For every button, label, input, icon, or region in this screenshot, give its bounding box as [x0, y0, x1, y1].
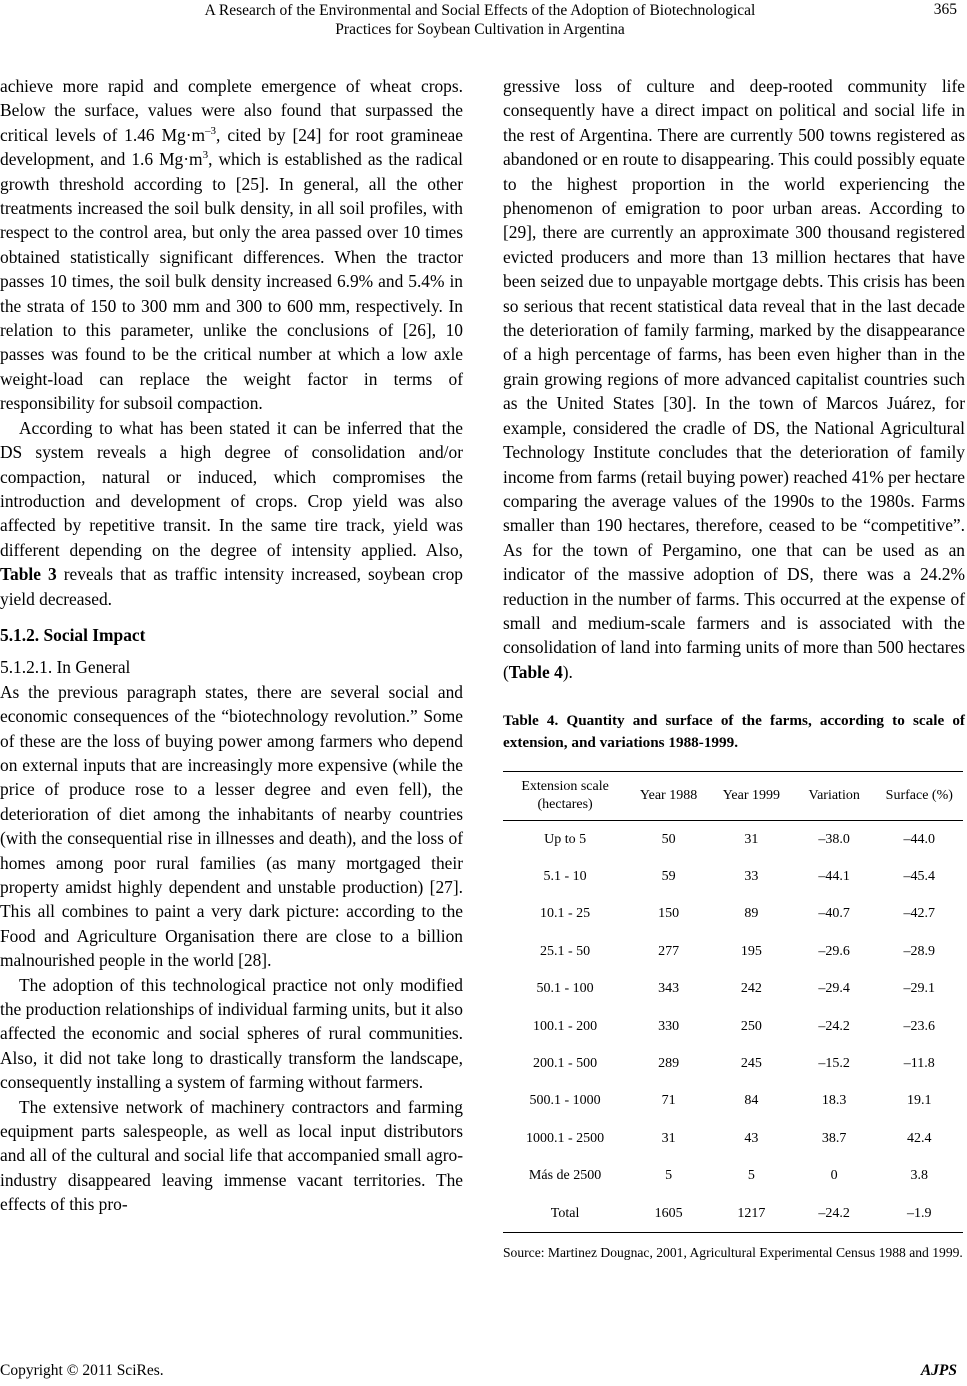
table-cell: 3.8 — [910, 1168, 929, 1184]
table-cell: 19.1 — [907, 1093, 932, 1109]
table-cell: 38.7 — [821, 1130, 847, 1146]
table-cell: 5 — [665, 1168, 673, 1184]
table-cell: –42.7 — [903, 906, 936, 922]
table-cell: 245 — [740, 1055, 762, 1071]
table-cell: 5 — [747, 1168, 755, 1184]
table-cell: –40.7 — [818, 906, 850, 922]
table-cell: 289 — [658, 1055, 680, 1071]
table-cell: 50 — [661, 831, 676, 847]
table-cell: –29.1 — [903, 981, 936, 997]
table-cell: 5.1 - 10 — [543, 869, 587, 885]
table-cell: 84 — [744, 1093, 759, 1109]
running-title-line-1: A Research of the Environmental and Social Effects of the Adoption of Biotechnological — [204, 2, 756, 19]
section-heading-social-impact: 5.1.2. Social Impact — [0, 624, 146, 645]
table-cell: 1000.1 - 2500 — [526, 1130, 605, 1146]
table-cell: 59 — [661, 869, 676, 885]
table-row — [503, 1083, 963, 1120]
table-cell: –24.2 — [793, 1195, 876, 1233]
col-header-surface: Surface (%) — [876, 772, 963, 821]
table-row — [503, 971, 963, 1008]
paragraph-loss-of-culture: gressive loss of culture and deep-rooted community life consequently have a direct impact on political and social life in the rest of Argentina. There are currently 500 towns registered as abandoned or en route to disappearing. This could possibly equate to the highest proportion in the world experiencing the phenomenon of emigration to poor urban areas. According to [29], there are currently an approximate 300 thousand registered evicted producers and more than 13 million hectares that have been seized due to unpayable mortgage debts. This crisis has been so serious that recent statistical data reveal that in the last decade the deterioration of family farming, marked by the disappearance of a high percentage of farms, has been even higher than in the grain growing regions of more advanced capitalist countries such as the United States [30]. In the town of Marcos Juárez, for example, considered the cradle of DS, the National Agricultural Technology Institute concludes that the deterioration of family income from farms (retail buying power) reached 41% per hectare comparing the average values of the 1990s to the 1980s. Farms smaller than 190 hectares, therefore, ceased to be “competitive”. As for the town of Pergamino, one that can be used as an indicator of the massive adoption of DS, there was a 24.2% reduction in the number of farms. This occurred at the expense of small and medium-scale farmers and is associated with the consolidation of land into farming units of more than 500 hectares (Table 4). — [503, 76, 965, 682]
table-cell: 277 — [658, 943, 680, 959]
table-cell: 100.1 - 200 — [533, 1018, 598, 1034]
page-number: 365 — [933, 1, 957, 18]
table-cell: –38.0 — [818, 831, 850, 847]
table-4-caption: Table 4. Quantity and surface of the farms, according to scale of extension, and variations 1988-1999. — [503, 712, 965, 752]
table-cell: –24.2 — [818, 1018, 850, 1034]
journal-abbreviation: AJPS — [920, 1362, 957, 1379]
table-cell: 33 — [744, 869, 759, 885]
table-cell: –15.2 — [818, 1055, 850, 1071]
table-cell: –29.4 — [818, 981, 850, 997]
running-title — [80, 1, 880, 39]
table-cell: 242 — [740, 981, 762, 997]
table-cell: 31 — [744, 831, 759, 847]
paragraph-ds-consolidation: According to what has been stated it can be inferred that the DS system reveals a high degree of consolidation and/or compaction, natural or induced, which compromises the introduction and development of crops. Crop yield was also affected by repetitive transit. In the same tire track, yield was different depending on the degree of intensity applied. Also, Table 3 reveals that as traffic intensity increased, soybean crop yield decreased. — [0, 417, 463, 609]
table-4-source: Source: Martinez Dougnac, 2001, Agricultural Experimental Census 1988 and 1999. — [503, 1245, 963, 1261]
running-title-line-2: Practices for Soybean Cultivation in Argentina — [335, 21, 625, 38]
col-header-extension-scale: Extension scale (hectares) — [503, 772, 627, 821]
table-cell: 1605 — [627, 1195, 710, 1233]
table-cell: –29.6 — [818, 943, 850, 959]
table-row — [503, 821, 963, 859]
table-cell: –11.8 — [903, 1055, 935, 1071]
page-header — [0, 0, 967, 44]
copyright-notice: Copyright © 2011 SciRes. — [0, 1362, 164, 1379]
table-4-reference: Table 4 — [508, 661, 563, 682]
subsection-heading-in-general: 5.1.2.1. In General — [0, 657, 131, 678]
table-cell: 42.4 — [907, 1130, 932, 1146]
paragraph-biotech-consequences: As the previous paragraph states, there are several social and economic consequences of the “biotechnology revolution.” Some of these are the loss of buying power among farmers who depend on external inputs that are increasingly more expensive (while the price of produce rose to a lesser degree and even fell), the deterioration of diet among the inhabitants of nearby countries (with the consequential rise in illnesses and death), and the loss of homes among poor rural families (as many mortgaged their property amidst highly dependent and unstable production) [27]. This all combines to paint a very dark picture: according to the Food and Agriculture Organisation there are close to a billion malnourished people in the world [28]. — [0, 681, 463, 971]
table-row — [503, 859, 963, 896]
table-cell: 25.1 - 50 — [540, 943, 591, 959]
table-row — [503, 896, 963, 933]
table-cell: 0 — [830, 1168, 838, 1184]
table-cell: –1.9 — [876, 1195, 963, 1233]
table-cell: –28.9 — [903, 943, 936, 959]
table-cell: 18.3 — [821, 1093, 847, 1109]
table-cell: Más de 2500 — [528, 1168, 602, 1184]
table-cell: 200.1 - 500 — [533, 1055, 598, 1071]
table-cell: 43 — [744, 1130, 759, 1146]
table-cell: 1217 — [710, 1195, 793, 1233]
table-header-row — [503, 772, 963, 821]
right-column — [503, 74, 965, 1261]
table-cell: –44.0 — [903, 831, 936, 847]
table-cell: 343 — [658, 981, 680, 997]
paragraph-technological-practice: The adoption of this technological practice not only modified the production relationships of individual farming units, but it also affected the economic and social spheres of rural communities. Also, it did not take long to drastically transform the landscape, consequently installing a system of farming without farmers. — [0, 974, 463, 1093]
table-cell: 195 — [740, 943, 762, 959]
table-cell: 71 — [661, 1093, 676, 1109]
table-row — [503, 1008, 963, 1045]
table-cell: 250 — [740, 1018, 762, 1034]
table-cell: 150 — [658, 906, 680, 922]
col-header-variation: Variation — [793, 772, 876, 821]
table-3-reference: Table 3 — [0, 564, 57, 585]
table-cell: 50.1 - 100 — [536, 981, 594, 997]
table-cell: 31 — [661, 1130, 676, 1146]
paragraph-machinery-network: The extensive network of machinery contractors and farming equipment parts salespeople, as well as local input distributors and all of the cultural and social life that accompanied small agro-industry disappeared leaving immense vacant territories. The effects of this pro- — [0, 1096, 463, 1215]
paragraph-soil-density: achieve more rapid and complete emergence of wheat crops. Below the surface, values were also found that surpassed the critical levels of 1.46 $Mg\cdot m^{-3}$, cited by [24] for root gramineae development, and 1.6 $Mg\cdot m^3$, which is established as the radical growth threshold according to [25]. In general, all the other treatments increased the soil bulk density, in all soil profiles, with respect to the control area, but only the area passed over 10 times obtained statistically significant differences. When the tractor passes 10 times, the soil bulk density increased 6.9% and 5.4% in the strata of 150 to 300 mm and 300 to 600 mm, respectively. In relation to this parameter, unlike the conclusions of [26], 10 passes was found to be the critical number at which a low axle weight-load can replace the weight factor in terms of responsibility for subsoil compaction. — [0, 76, 463, 414]
table-row — [503, 933, 963, 970]
left-column — [0, 74, 463, 1217]
table-row — [503, 1046, 963, 1083]
table-row — [503, 1158, 963, 1195]
col-header-year-1999: Year 1999 — [710, 772, 793, 821]
table-cell: –44.1 — [818, 869, 850, 885]
table-row — [503, 1120, 963, 1157]
table-cell: 10.1 - 25 — [540, 906, 591, 922]
col-header-year-1988: Year 1988 — [627, 772, 710, 821]
table-cell: 500.1 - 1000 — [529, 1093, 601, 1109]
table-row-total — [503, 1195, 963, 1233]
table-4 — [503, 771, 963, 1233]
table-cell: 89 — [744, 906, 759, 922]
table-cell: 330 — [658, 1018, 680, 1034]
table-cell: Total — [503, 1195, 627, 1233]
table-cell: –23.6 — [903, 1018, 936, 1034]
table-cell: –45.4 — [903, 869, 936, 885]
table-cell: Up to 5 — [544, 831, 587, 847]
